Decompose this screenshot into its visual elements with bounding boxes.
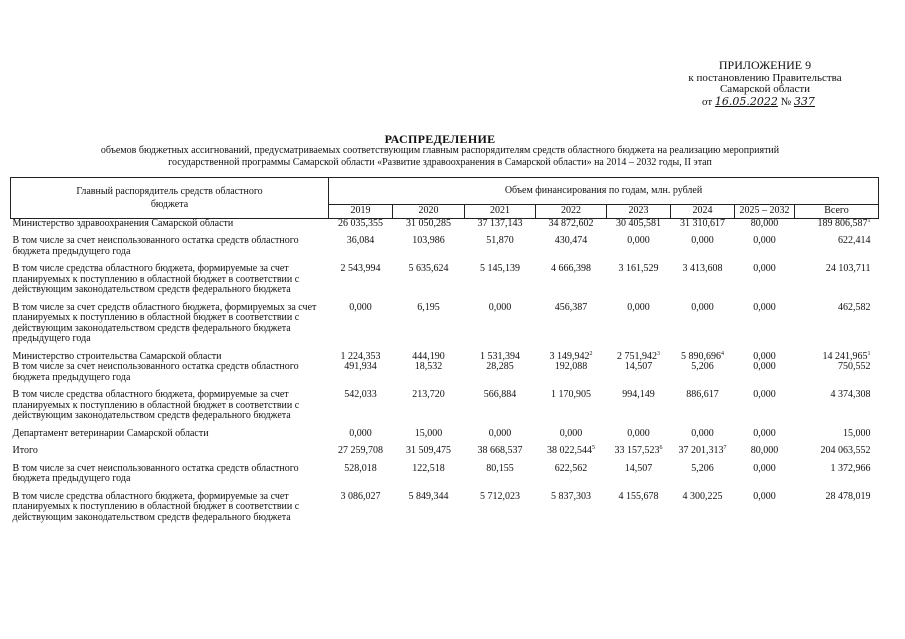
cell-value: 430,474 — [554, 235, 588, 246]
value-cell — [795, 439, 879, 457]
footnote-mark: 4 — [721, 350, 724, 357]
column-header: 2023 — [607, 205, 671, 219]
value-cell — [393, 383, 465, 422]
value-cell — [671, 257, 735, 296]
value-cell — [536, 229, 607, 257]
row-label: В том числе за счет неиспользованного остатка средств областного бюджета предыдущего года — [12, 235, 299, 257]
value-cell — [393, 422, 465, 440]
value-cell — [607, 257, 671, 296]
cell-value: 0,000 — [753, 350, 776, 362]
value-cell — [329, 383, 393, 422]
subtitle-line-2: государственной программы Самарской области «Развитие здравоохранения в Самарской области» на 2014 – 2032 годы, II этап — [168, 157, 712, 168]
cell-value: 5 635,624 — [408, 263, 449, 274]
value-cell — [536, 257, 607, 296]
footnote-mark: 5 — [592, 445, 595, 451]
value-cell — [607, 229, 671, 257]
value-cell — [671, 457, 735, 485]
value-cell — [465, 345, 536, 363]
cell-value: 622,562 — [554, 462, 588, 474]
row-label: В том числе средства областного бюджета, формируемые за счет планируемых к поступлению в областной бюджет в соответствии с действующим законодательством средств федерального бюджета — [12, 490, 300, 523]
document-subtitle — [40, 145, 840, 169]
value-cell — [329, 218, 393, 229]
cell-value: 36,084 — [346, 235, 375, 246]
row-label: В том числе за счет неиспользованного остатка средств областного бюджета предыдущего года — [12, 462, 299, 484]
cell-value: 4 374,308 — [830, 389, 871, 400]
cell-value: 491,934 — [344, 361, 377, 372]
table-row — [11, 257, 879, 296]
cell-value: 24 103,711 — [825, 263, 871, 274]
value-cell — [607, 218, 671, 229]
table-row — [11, 485, 879, 524]
table-row — [11, 362, 879, 383]
cell-value: 444,190 — [412, 350, 445, 362]
value-cell — [329, 345, 393, 363]
footnote-mark: 1 — [867, 217, 871, 224]
cell-value: 103,986 — [412, 235, 445, 246]
cell-value: 204 063,552 — [820, 445, 871, 456]
subtitle-line-1: объемов бюджетных ассигнований, предусматриваемых соответствующим главным распорядителям средств областного бюджета на реализацию мероприятий — [100, 145, 780, 156]
cell-value: 31 509,475 — [406, 445, 451, 456]
cell-value: 5,206 — [691, 462, 714, 474]
value-cell — [329, 439, 393, 457]
value-cell — [393, 218, 465, 229]
cell-value: 3 161,529 — [618, 263, 659, 274]
footnote-mark: 2 — [589, 350, 593, 357]
value-cell — [735, 439, 795, 457]
row-label: В том числе за счет средств областного бюджета, формируемых за счет планируемых к поступлению в областной бюджет в соответствии с действующим законодательством средств федерального бюджета предыдущего года — [12, 301, 317, 344]
cell-value: 994,149 — [622, 389, 655, 400]
cell-value: 31 050,285 — [406, 217, 451, 229]
value-cell — [329, 362, 393, 383]
cell-value: 37 137,143 — [477, 217, 523, 229]
cell-value: 30 405,581 — [616, 217, 661, 229]
value-cell — [536, 296, 607, 345]
cell-value: 28 478,019 — [825, 490, 871, 502]
value-cell — [795, 345, 879, 363]
column-header: 2020 — [393, 205, 465, 219]
cell-value: 750,552 — [838, 361, 871, 372]
cell-value: 38 668,537 — [477, 445, 523, 456]
value-cell — [329, 485, 393, 524]
cell-value: 2 751,942 — [617, 350, 657, 362]
value-cell — [393, 439, 465, 457]
value-cell — [795, 422, 879, 440]
value-cell — [671, 218, 735, 229]
value-cell — [795, 383, 879, 422]
cell-value: 189 806,587 — [817, 217, 868, 229]
row-label: В том числе средства областного бюджета, формируемые за счет планируемых к поступлению в областной бюджет в соответствии с действующим законодательством средств федерального бюджета — [12, 389, 300, 421]
cell-value: 3 413,608 — [682, 263, 723, 274]
value-cell — [735, 229, 795, 257]
table-row — [11, 345, 879, 363]
row-label: Итого — [12, 445, 38, 456]
cell-value: 18,532 — [414, 361, 443, 372]
table-body — [11, 218, 879, 523]
cell-value: 528,018 — [344, 462, 377, 474]
value-cell — [795, 296, 879, 345]
cell-value: 122,518 — [412, 462, 445, 474]
value-cell — [795, 229, 879, 257]
value-cell — [465, 218, 536, 229]
footnote-mark: 3 — [657, 350, 660, 357]
cell-value: 213,720 — [412, 389, 445, 400]
cell-value: 0,000 — [691, 301, 714, 313]
cell-value: 38 022,544 — [547, 445, 592, 456]
value-cell — [607, 296, 671, 345]
value-cell — [795, 257, 879, 296]
value-cell — [329, 257, 393, 296]
cell-value: 4 300,225 — [682, 490, 723, 502]
cell-value: 0,000 — [627, 235, 650, 246]
cell-value: 0,000 — [488, 301, 512, 313]
table-row — [11, 229, 879, 257]
value-cell — [393, 257, 465, 296]
cell-value: 14,507 — [624, 361, 653, 372]
table-row — [11, 457, 879, 485]
footnote-mark: 6 — [659, 445, 663, 451]
footnote-mark: 1 — [867, 350, 871, 357]
cell-value: 0,000 — [753, 301, 776, 313]
value-cell — [393, 229, 465, 257]
header-financing-group: Объем финансирования по годам, млн. рублей — [329, 178, 879, 205]
cell-value: 0,000 — [753, 462, 776, 474]
cell-value: 622,414 — [838, 235, 871, 246]
value-cell — [735, 485, 795, 524]
header-distributor: Главный распорядитель средств областного бюджета — [11, 178, 329, 219]
cell-value: 192,088 — [554, 361, 588, 372]
value-cell — [536, 422, 607, 440]
cell-value: 15,000 — [414, 427, 443, 439]
row-label: В том числе за счет неиспользованного остатка средств областного бюджета предыдущего года — [12, 361, 299, 383]
value-cell — [671, 383, 735, 422]
handwritten-number: 337 — [793, 95, 815, 108]
cell-value: 0,000 — [691, 235, 714, 246]
value-cell — [607, 383, 671, 422]
cell-value: 5 145,139 — [480, 263, 520, 274]
cell-value: 80,000 — [750, 445, 779, 456]
table-row — [11, 218, 879, 229]
cell-value: 33 157,523 — [614, 445, 660, 456]
cell-value: 31 310,617 — [680, 217, 725, 229]
value-cell — [393, 345, 465, 363]
value-cell — [465, 229, 536, 257]
value-cell — [671, 362, 735, 383]
document-title: РАСПРЕДЕЛЕНИЕ — [384, 132, 496, 146]
value-cell — [671, 485, 735, 524]
cell-value: 0,000 — [753, 490, 776, 502]
value-cell — [671, 296, 735, 345]
column-header: Всего — [795, 205, 879, 219]
value-cell — [465, 457, 536, 485]
cell-value: 5,206 — [691, 361, 714, 372]
appendix-line-2: Самарской области — [719, 83, 811, 95]
value-cell — [393, 485, 465, 524]
table-row — [11, 383, 879, 422]
appendix-line-1: к постановлению Правительства — [688, 72, 842, 84]
value-cell — [735, 457, 795, 485]
value-cell — [607, 362, 671, 383]
cell-value: 1 170,905 — [551, 389, 591, 400]
cell-value: 1 224,353 — [340, 350, 381, 362]
cell-value: 5 712,023 — [480, 490, 520, 502]
value-cell — [671, 229, 735, 257]
handwritten-date: 16.05.2022 — [714, 95, 778, 108]
cell-value: 4 666,398 — [551, 263, 591, 274]
cell-value: 0,000 — [559, 427, 583, 439]
value-cell — [536, 345, 607, 363]
value-cell — [735, 362, 795, 383]
value-cell — [393, 457, 465, 485]
cell-value: 1 372,966 — [830, 462, 871, 474]
cell-value: 3 086,027 — [340, 490, 381, 502]
cell-value: 566,884 — [483, 389, 517, 400]
value-cell — [329, 457, 393, 485]
row-label: Министерство строительства Самарской области — [12, 350, 222, 362]
value-cell — [671, 422, 735, 440]
value-cell — [329, 229, 393, 257]
value-cell — [465, 439, 536, 457]
cell-value: 5 849,344 — [408, 490, 449, 502]
cell-value: 15,000 — [843, 427, 871, 439]
value-cell — [329, 296, 393, 345]
value-cell — [735, 345, 795, 363]
cell-value: 0,000 — [753, 389, 776, 400]
value-cell — [536, 485, 607, 524]
value-cell — [735, 383, 795, 422]
value-cell — [735, 218, 795, 229]
column-header: 2024 — [671, 205, 735, 219]
appendix-block — [640, 60, 890, 108]
value-cell — [795, 218, 879, 229]
value-cell — [735, 296, 795, 345]
row-label: В том числе средства областного бюджета, формируемые за счет планируемых к поступлению в областной бюджет в соответствии с действующим законодательством средств федерального бюджета — [12, 263, 300, 295]
appendix-title: ПРИЛОЖЕНИЕ 9 — [718, 58, 812, 72]
value-cell — [465, 383, 536, 422]
cell-value: 0,000 — [753, 263, 776, 274]
cell-value: 4 155,678 — [618, 490, 659, 502]
value-cell — [735, 422, 795, 440]
footnote-mark: 7 — [723, 445, 727, 451]
value-cell — [536, 218, 607, 229]
cell-value: 0,000 — [753, 361, 776, 372]
column-header: 2019 — [329, 205, 393, 219]
value-cell — [607, 345, 671, 363]
cell-value: 3 149,942 — [549, 350, 590, 362]
cell-value: 886,617 — [686, 389, 719, 400]
cell-value: 34 872,602 — [548, 217, 594, 229]
row-label: Министерство здравоохранения Самарской области — [12, 217, 234, 229]
budget-table — [10, 177, 879, 523]
value-cell — [671, 345, 735, 363]
column-header: 2022 — [536, 205, 607, 219]
from-prefix: от — [702, 96, 713, 108]
appendix-signature-line — [640, 96, 890, 108]
table-row — [11, 422, 879, 440]
value-cell — [735, 257, 795, 296]
value-cell — [536, 439, 607, 457]
cell-value: 0,000 — [627, 301, 650, 313]
cell-value: 80,000 — [750, 217, 779, 229]
value-cell — [393, 296, 465, 345]
cell-value: 456,387 — [554, 301, 588, 313]
value-cell — [607, 485, 671, 524]
cell-value: 6,195 — [417, 301, 440, 313]
value-cell — [465, 362, 536, 383]
cell-value: 14 241,965 — [822, 350, 868, 362]
value-cell — [465, 422, 536, 440]
cell-value: 0,000 — [488, 427, 512, 439]
number-prefix: № — [780, 96, 792, 108]
cell-value: 80,155 — [486, 462, 514, 474]
table-row — [11, 296, 879, 345]
cell-value: 14,507 — [624, 462, 653, 474]
cell-value: 462,582 — [838, 301, 871, 313]
value-cell — [795, 362, 879, 383]
cell-value: 5 837,303 — [551, 490, 591, 502]
value-cell — [393, 362, 465, 383]
cell-value: 28,285 — [486, 361, 514, 372]
cell-value: 51,870 — [486, 235, 514, 246]
cell-value: 0,000 — [349, 301, 372, 313]
value-cell — [607, 457, 671, 485]
value-cell — [607, 439, 671, 457]
value-cell — [795, 485, 879, 524]
cell-value: 1 531,394 — [480, 350, 520, 362]
column-header: 2025 – 2032 — [735, 205, 795, 219]
table-row — [11, 439, 879, 457]
row-label: Департамент ветеринарии Самарской области — [12, 427, 209, 439]
value-cell — [671, 439, 735, 457]
cell-value: 26 035,355 — [338, 217, 383, 229]
cell-value: 27 259,708 — [338, 445, 383, 456]
cell-value: 0,000 — [691, 427, 714, 439]
value-cell — [536, 457, 607, 485]
cell-value: 5 890,696 — [681, 350, 721, 362]
value-cell — [329, 422, 393, 440]
cell-value: 2 543,994 — [340, 263, 381, 274]
cell-value: 37 201,313 — [678, 445, 724, 456]
value-cell — [536, 362, 607, 383]
value-cell — [795, 457, 879, 485]
value-cell — [607, 422, 671, 440]
cell-value: 0,000 — [349, 427, 372, 439]
cell-value: 0,000 — [627, 427, 650, 439]
column-header: 2021 — [465, 205, 536, 219]
cell-value: 0,000 — [753, 235, 776, 246]
cell-value: 0,000 — [753, 427, 776, 439]
value-cell — [465, 485, 536, 524]
value-cell — [465, 257, 536, 296]
value-cell — [465, 296, 536, 345]
cell-value: 542,033 — [344, 389, 377, 400]
value-cell — [536, 383, 607, 422]
